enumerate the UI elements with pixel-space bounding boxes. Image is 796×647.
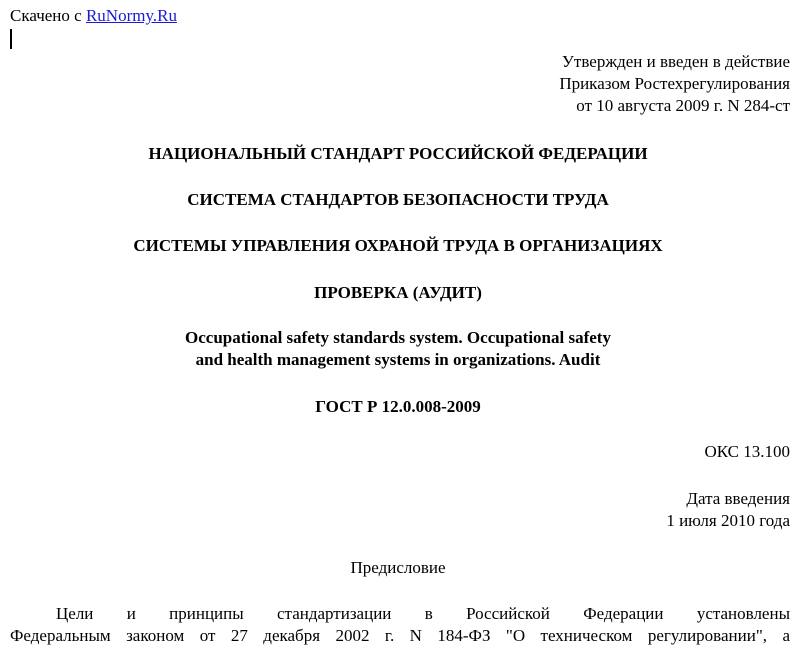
approval-line-1: Утвержден и введен в действие xyxy=(561,52,790,71)
source-line xyxy=(10,6,177,26)
heading-gost-number: ГОСТ Р 12.0.008-2009 xyxy=(315,397,481,416)
introduction-date-block xyxy=(666,488,790,532)
heading-system-standards: СИСТЕМА СТАНДАРТОВ БЕЗОПАСНОСТИ ТРУДА xyxy=(187,190,609,209)
approval-block xyxy=(559,51,790,117)
preface-title: Предисловие xyxy=(350,558,446,577)
heading-audit: ПРОВЕРКА (АУДИТ) xyxy=(314,283,482,302)
approval-line-2: Приказом Ростехрегулирования xyxy=(559,74,790,93)
approval-line-3: от 10 августа 2009 г. N 284-ст xyxy=(576,96,790,115)
source-link[interactable]: RuNormy.Ru xyxy=(85,6,177,25)
introduction-date-value: 1 июля 2010 года xyxy=(666,511,790,530)
english-title-line-1: Occupational safety standards system. Occupational safety xyxy=(185,328,611,347)
paragraph-line-1: Цели и принципы стандартизации в Российской Федерации установлены xyxy=(56,604,790,623)
heading-national-standard: НАЦИОНАЛЬНЫЙ СТАНДАРТ РОССИЙСКОЙ ФЕДЕРАЦИИ xyxy=(148,144,648,163)
introduction-date-label: Дата введения xyxy=(686,489,790,508)
heading-management-systems: СИСТЕМЫ УПРАВЛЕНИЯ ОХРАНОЙ ТРУДА В ОРГАНИЗАЦИЯХ xyxy=(133,236,663,255)
paragraph-line-2: Федеральным законом от 27 декабря 2002 г. N 184-ФЗ "О техническом регулировании", а xyxy=(10,626,790,645)
source-prefix: Скачено с xyxy=(10,6,86,25)
english-title-line-2: and health management systems in organizations. Audit xyxy=(195,350,601,369)
heading-english-title xyxy=(0,327,796,371)
okc-code: ОКС 13.100 xyxy=(704,442,790,461)
text-cursor xyxy=(10,29,12,49)
